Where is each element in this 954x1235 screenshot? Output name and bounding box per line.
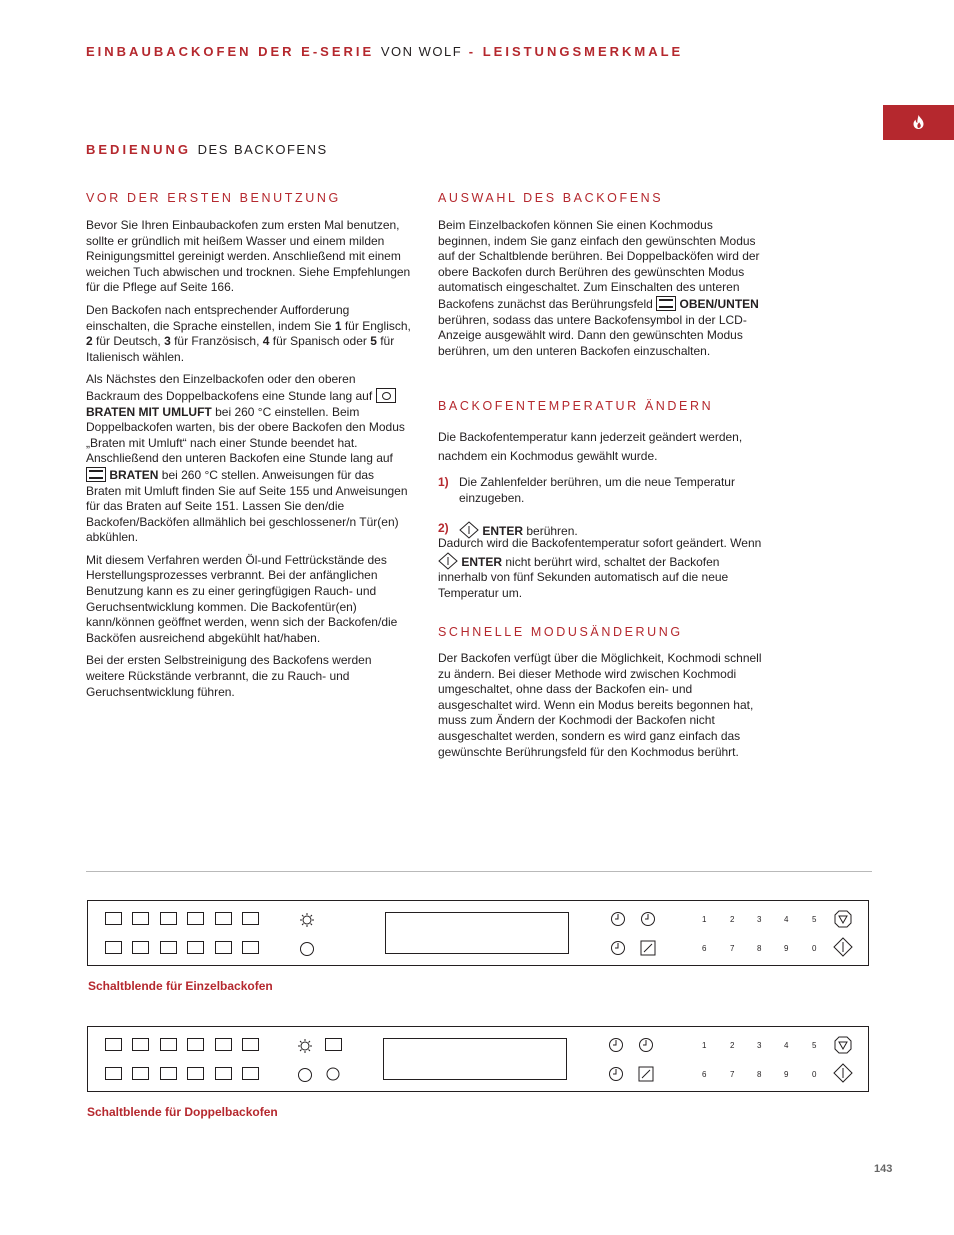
temperature-result-text: Dadurch wird die Backofentemperatur sofort geändert. Wenn ENTER nicht berührt wird, schaltet der Backofen innerhalb von fünf Sekunden automatisch auf die neue Temperatur um.: [438, 536, 762, 600]
convection-roast-mode-icon: [132, 941, 149, 954]
number-7: 7: [730, 944, 735, 953]
number-3: 3: [757, 1041, 762, 1050]
light-icon: [297, 1038, 313, 1054]
upper-lower-icon: [656, 296, 676, 311]
paragraph: Mit diesem Verfahren werden Öl-und Fettrückstände des Herstellungsprozesses verbrannt. Bei der anfänglichen Benutzung kann es zu einer geringfügigen Rauch- und Geruchsentwicklung kommen. Die Backofentür(en) kann/können geöffnet werden, wenn sich der Backofen/die Backöfen ausreichend abgekühlt hat/haben.: [86, 552, 398, 645]
convection-roast-mode-icon: [132, 1067, 149, 1080]
quick-mode-text: Der Backofen verfügt über die Möglichkeit, Kochmodi schnell zu ändern. Bei dieser Methode wird zwischen Kochmodi umgeschaltet, ohne dass der Backofen ein- und ausgeschaltet wird. Wenn ein Modus bereits begonnen hat, muss zum Ändern der Kochmodi der Backofen nicht ausgeschaltet werden, sondern es wird ganz einfach das gewünschte Berührungsfeld für den Kochmodus berührt.: [438, 651, 762, 759]
paragraph: Als Nächstes den Einzelbackofen oder den oberen Backraum des Doppelbackofens eine Stunde lang auf BRATEN MIT UMLUFT bei 260 °C einstellen. Beim Doppelbackofen warten, bis der obere Backofen den Modus „Braten mit Umluft“ nach einer Stunde beendet hat. Anschließend den unteren Backofen eine Stunde lang auf BRATEN bei 260 °C stellen. Anweisungen für das Braten mit Umluft finden Sie auf Seite 155 und Anweisungen für das Braten auf Seite 151. Lassen Sie den/die Backofen/Backöfen allmählich bei geschlossener/n Tür(en) abkühlen.: [86, 372, 408, 545]
heading-first-use: VOR DER ERSTEN BENUTZUNG: [86, 191, 341, 205]
power-icon: [297, 1067, 313, 1083]
section-title: BEDIENUNG DES BACKOFENS: [86, 142, 328, 157]
number-5: 5: [812, 915, 817, 924]
light-icon: [299, 912, 315, 928]
timer-icon: [640, 911, 656, 927]
number-3: 3: [757, 915, 762, 924]
number-7: 7: [730, 1070, 735, 1079]
convection-broil-icon: [160, 1067, 177, 1080]
header-subtitle: - LEISTUNGSMERKMALE: [468, 44, 684, 59]
heading-temperature-change: BACKOFENTEMPERATUR ÄNDERN: [438, 399, 714, 413]
page-number: 143: [874, 1163, 893, 1175]
cancel-icon: [833, 1035, 853, 1055]
paragraph: Bevor Sie Ihren Einbaubackofen zum ersten Mal benutzen, sollte er gründlich mit heißem Wasser und einem milden Reinigungsmittel gereinigt werden. Anschließend mit einem weichen Tuch abwischen und trocknen. Siehe Empfehlungen für die Pflege auf Seite 166.: [86, 218, 411, 295]
clock-icon: [608, 1066, 624, 1082]
roast-mode-icon: [132, 912, 149, 925]
heading-quick-mode-change: SCHNELLE MODUSÄNDERUNG: [438, 625, 683, 639]
timer-icon: [608, 1037, 624, 1053]
number-1: 1: [702, 1041, 707, 1050]
step-1: 1) Die Zahlenfelder berühren, um die neue Temperatur einzugeben.: [438, 475, 735, 505]
roast-mode-icon: [132, 1038, 149, 1051]
header-title: EINBAUBACKOFEN DER E-SERIE: [86, 44, 375, 59]
control-panel-double: [87, 1026, 869, 1092]
proof-icon: [215, 912, 232, 925]
convection-icon: [105, 1067, 122, 1080]
probe-icon: [215, 941, 232, 954]
enter-icon: [833, 1063, 853, 1083]
number-2: 2: [730, 1041, 735, 1050]
timer-icon: [610, 911, 626, 927]
number-2: 2: [730, 915, 735, 924]
number-9: 9: [784, 944, 789, 953]
step-2: 2) ENTER berühren.: [438, 521, 578, 539]
paragraph: Den Backofen nach entsprechender Aufforderung einschalten, die Sprache einstellen, indem Sie 1 für Englisch, 2 für Deutsch, 3 für Französisch, 4 für Spanisch oder 5 für Italienisch wählen.: [86, 302, 411, 364]
enter-icon: [438, 552, 458, 570]
clock-icon: [610, 940, 626, 956]
roast-icon: [86, 467, 106, 482]
heading-oven-selection: AUSWAHL DES BACKOFENS: [438, 191, 664, 205]
number-6: 6: [702, 1070, 707, 1079]
caption-double-oven: Schaltblende für Doppelbackofen: [87, 1105, 278, 1119]
number-0: 0: [812, 944, 817, 953]
settings-icon: [640, 940, 656, 956]
control-panel-single: [87, 900, 869, 966]
convection-icon: [105, 941, 122, 954]
number-0: 0: [812, 1070, 817, 1079]
temperature-text: Die Backofentemperatur kann jederzeit geändert werden, nachdem ein Kochmodus gewählt wurde.: [438, 430, 743, 463]
enter-icon: [833, 937, 853, 957]
bake-stone-icon: [187, 1038, 204, 1051]
settings-icon: [638, 1066, 654, 1082]
left-column-text: [86, 218, 411, 707]
broil-icon: [160, 912, 177, 925]
number-1: 1: [702, 915, 707, 924]
probe-icon: [215, 1067, 232, 1080]
lcd-display: [383, 1038, 567, 1080]
chapter-tab: [883, 105, 954, 140]
convection-bake-icon: [187, 1067, 204, 1080]
proof-icon: [215, 1038, 232, 1051]
step-list: [438, 475, 763, 540]
bake-stone-icon: [187, 912, 204, 925]
convection-broil-icon: [160, 941, 177, 954]
timer-icon: [638, 1037, 654, 1053]
number-6: 6: [702, 944, 707, 953]
number-8: 8: [757, 1070, 762, 1079]
cancel-icon: [833, 909, 853, 929]
header-brand: VON WOLF: [380, 44, 463, 59]
lock-key-icon: [242, 1067, 259, 1080]
lcd-display: [385, 912, 569, 954]
paragraph: Bei der ersten Selbstreinigung des Backofens werden weitere Rückstände verbrannt, die zu Rauch- und Geruchsentwicklung führen.: [86, 653, 372, 699]
power-icon: [299, 941, 315, 957]
divider: [86, 871, 872, 872]
convection-bake-icon: [187, 941, 204, 954]
number-9: 9: [784, 1070, 789, 1079]
convection-roast-icon: [376, 388, 396, 403]
dehydrate-icon: [242, 1038, 259, 1051]
dehydrate-icon: [242, 912, 259, 925]
caption-single-oven: Schaltblende für Einzelbackofen: [88, 979, 273, 993]
bake-icon: [105, 1038, 122, 1051]
broil-icon: [160, 1038, 177, 1051]
lock-key-icon: [242, 941, 259, 954]
oven-selection-text: Beim Einzelbackofen können Sie einen Kochmodus beginnen, indem Sie ganz einfach den gewünschten Modus auf der Schaltblende berühren. Bei Doppelbacköfen wird der obere Backofen durch Berühren des gewünschten Modus automatisch eingeschaltet. Zum Einschalten des unteren Backofens zunächst das Berührungsfeld OBEN/UNTEN berühren, sodass das untere Backofensymbol in der LCD-Anzeige ausgewählt wird. Dann den gewünschten Modus berühren, um den unteren Backofen einzuschalten.: [438, 218, 760, 358]
number-4: 4: [784, 1041, 789, 1050]
power-lower-icon: [325, 1066, 341, 1082]
upper-lower-icon: [325, 1038, 342, 1051]
flame-icon: [912, 114, 925, 130]
number-5: 5: [812, 1041, 817, 1050]
number-4: 4: [784, 915, 789, 924]
bake-icon: [105, 912, 122, 925]
running-header: [86, 44, 683, 59]
number-8: 8: [757, 944, 762, 953]
